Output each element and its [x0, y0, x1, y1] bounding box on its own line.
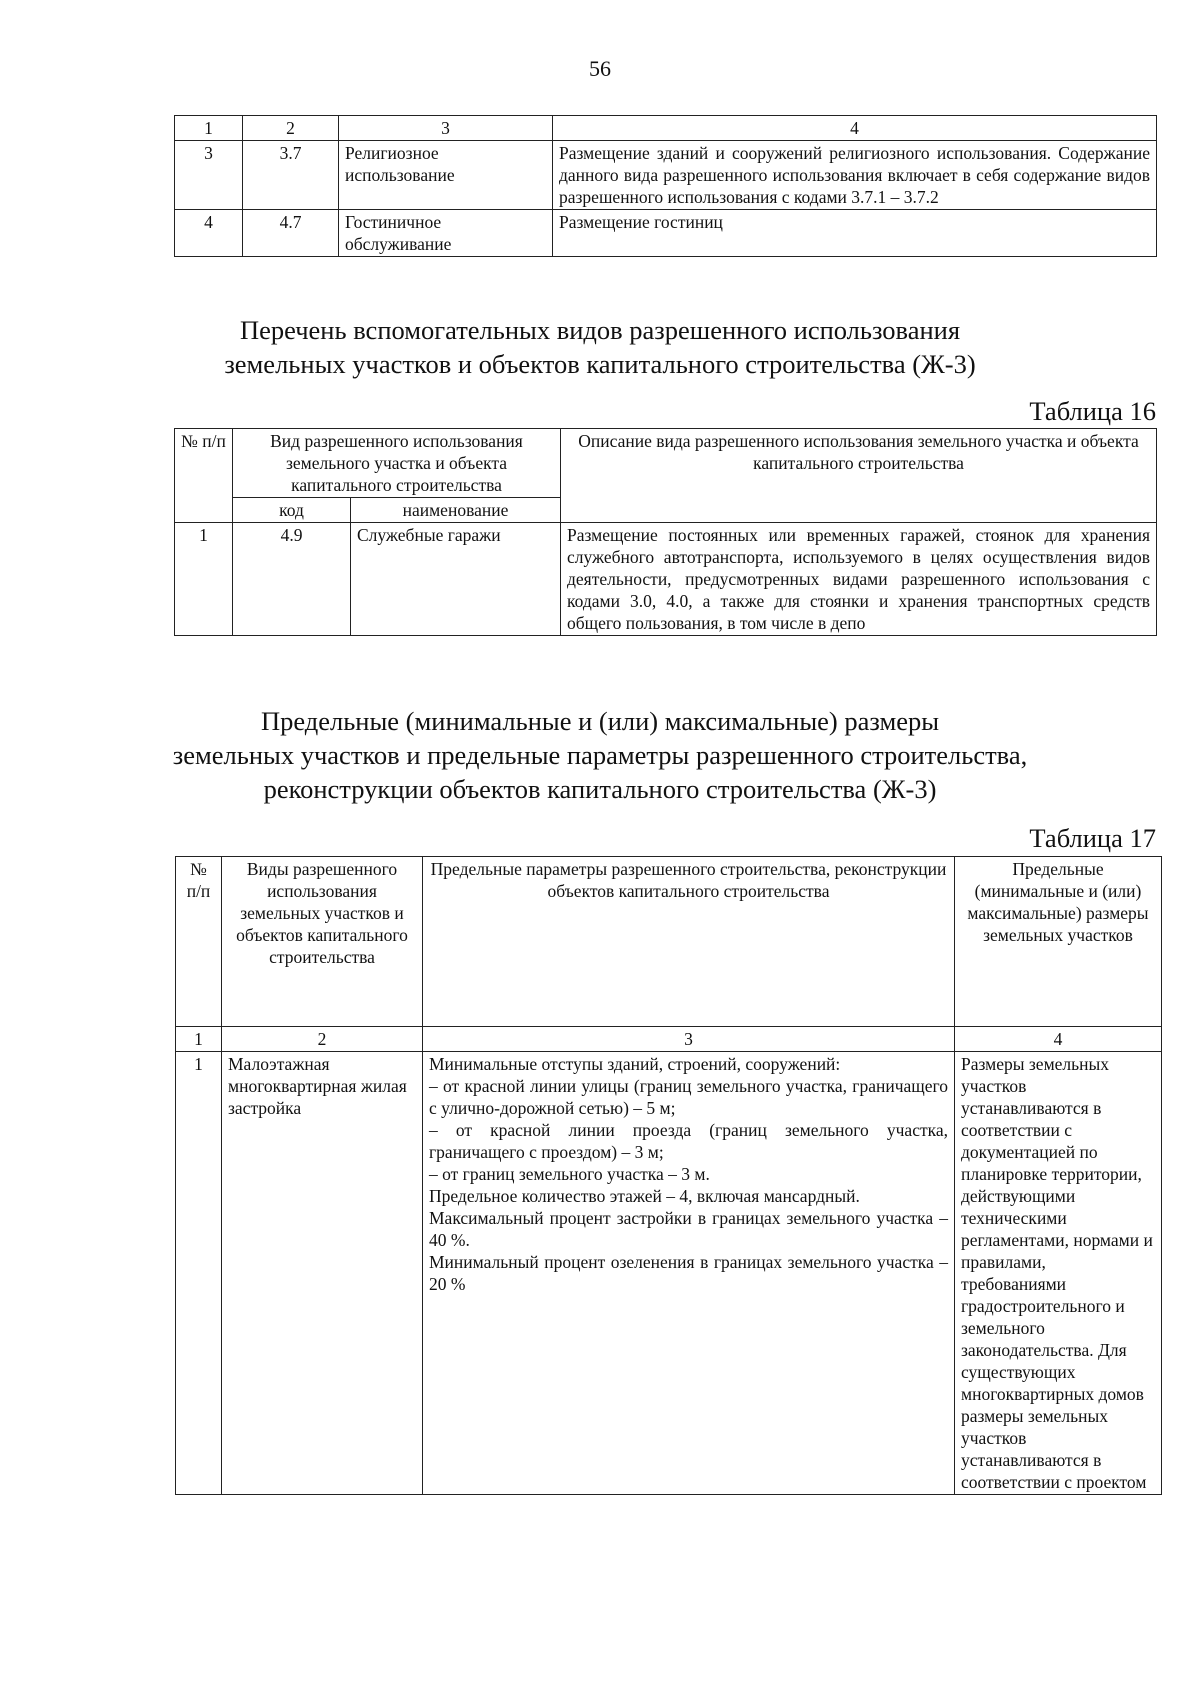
param-line: – от красной линии улицы (границ земельного участка, граничащего с улично-дорожной сетью) – 5 м;	[429, 1076, 948, 1118]
page-number: 56	[589, 56, 611, 81]
header-kind-cell: Вид разрешенного использования земельного участка и объекта капитального строительства	[233, 429, 561, 498]
col-number-cell: 1	[176, 1027, 222, 1052]
header-num-cell: № п/п	[175, 429, 233, 523]
row-name-cell: Гостиничное обслуживание	[339, 210, 553, 257]
heading-line: Перечень вспомогательных видов разрешенного использования	[239, 315, 961, 345]
header-sizes-cell: Предельные (минимальные и (или) максимальные) размеры земельных участков	[955, 857, 1162, 1027]
heading-line: земельных участков и объектов капитального строительства (Ж-3)	[224, 349, 976, 379]
header-kind-cell: Виды разрешенного использования земельных участков и объектов капитального строительства	[222, 857, 423, 1027]
table-continued	[174, 115, 1157, 257]
col-number-cell: 1	[175, 116, 243, 141]
param-line: Предельное количество этажей – 4, включая мансардный.	[429, 1186, 860, 1206]
header-params-cell: Предельные параметры разрешенного строительства, реконструкции объектов капитального строительства	[423, 857, 955, 1027]
row-code-cell: 4.9	[233, 523, 351, 636]
row-sizes-cell: Размеры земельных участков устанавливаются в соответствии с документацией по планировке территории, действующими техническими регламентами, нормами и правилами, требованиями градостроительного и земельного законодательства. Для существующих многоквартирных домов размеры земельных участков устанавливаются в соответствии с проектом	[955, 1052, 1162, 1495]
table-header-row	[175, 116, 1157, 141]
param-line: Минимальные отступы зданий, строений, сооружений:	[429, 1054, 841, 1074]
heading-line: Предельные (минимальные и (или) максимальные) размеры	[260, 706, 940, 736]
table-17-label: Таблица 17	[1029, 823, 1156, 853]
param-line: – от красной линии проезда (границ земельного участка, граничащего с проездом) – 3 м;	[429, 1120, 948, 1162]
col-number-cell: 2	[243, 116, 339, 141]
param-line: – от границ земельного участка – 3 м.	[429, 1164, 710, 1184]
row-num-cell: 4	[175, 210, 243, 257]
table-row	[175, 210, 1157, 257]
row-code-cell: 4.7	[243, 210, 339, 257]
col-number-cell: 4	[553, 116, 1157, 141]
param-line: Минимальный процент озеленения в границах земельного участка – 20 %	[429, 1252, 948, 1294]
col-number-cell: 3	[339, 116, 553, 141]
table-16-label: Таблица 16	[1029, 396, 1156, 426]
table-row	[175, 523, 1157, 636]
table-row	[176, 1052, 1162, 1495]
row-desc-cell: Размещение постоянных или временных гаражей, стоянок для хранения служебного автотранспорта, используемого в целях осуществления видов деятельности, предусмотренных видами разрешенного использования с кодами 3.0, 4.0, а также для стоянки и хранения транспортных средств общего пользования, в том числе в депо	[561, 523, 1157, 636]
row-name-cell: Служебные гаражи	[351, 523, 561, 636]
table-17	[175, 856, 1162, 1495]
header-code-cell: код	[233, 498, 351, 523]
section-heading-size-limits	[0, 704, 1200, 806]
table-row	[175, 141, 1157, 210]
header-name-cell: наименование	[351, 498, 561, 523]
row-num-cell: 3	[175, 141, 243, 210]
row-params-cell	[423, 1052, 955, 1495]
section-heading-auxiliary-uses	[0, 313, 1200, 381]
heading-line: земельных участков и предельные параметры разрешенного строительства,	[172, 740, 1028, 770]
table-header-row	[176, 857, 1162, 1027]
row-name-cell: Малоэтажная многоквартирная жилая застройка	[222, 1052, 423, 1495]
row-num-cell: 1	[176, 1052, 222, 1495]
table-16	[174, 428, 1157, 636]
col-number-cell: 4	[955, 1027, 1162, 1052]
header-num-cell: № п/п	[176, 857, 222, 1027]
row-desc-cell: Размещение зданий и сооружений религиозного использования. Содержание данного вида разрешенного использования включает в себя содержание видов разрешенного использования с кодами 3.7.1 – 3.7.2	[553, 141, 1157, 210]
heading-line: реконструкции объектов капитального строительства (Ж-3)	[263, 774, 937, 804]
col-number-cell: 2	[222, 1027, 423, 1052]
table-colnum-row	[176, 1027, 1162, 1052]
row-desc-cell: Размещение гостиниц	[553, 210, 1157, 257]
table-header-row	[175, 429, 1157, 498]
row-num-cell: 1	[175, 523, 233, 636]
row-name-cell: Религиозное использование	[339, 141, 553, 210]
header-desc-cell: Описание вида разрешенного использования земельного участка и объекта капитального строительства	[561, 429, 1157, 523]
row-code-cell: 3.7	[243, 141, 339, 210]
col-number-cell: 3	[423, 1027, 955, 1052]
param-line: Максимальный процент застройки в границах земельного участка – 40 %.	[429, 1208, 948, 1250]
